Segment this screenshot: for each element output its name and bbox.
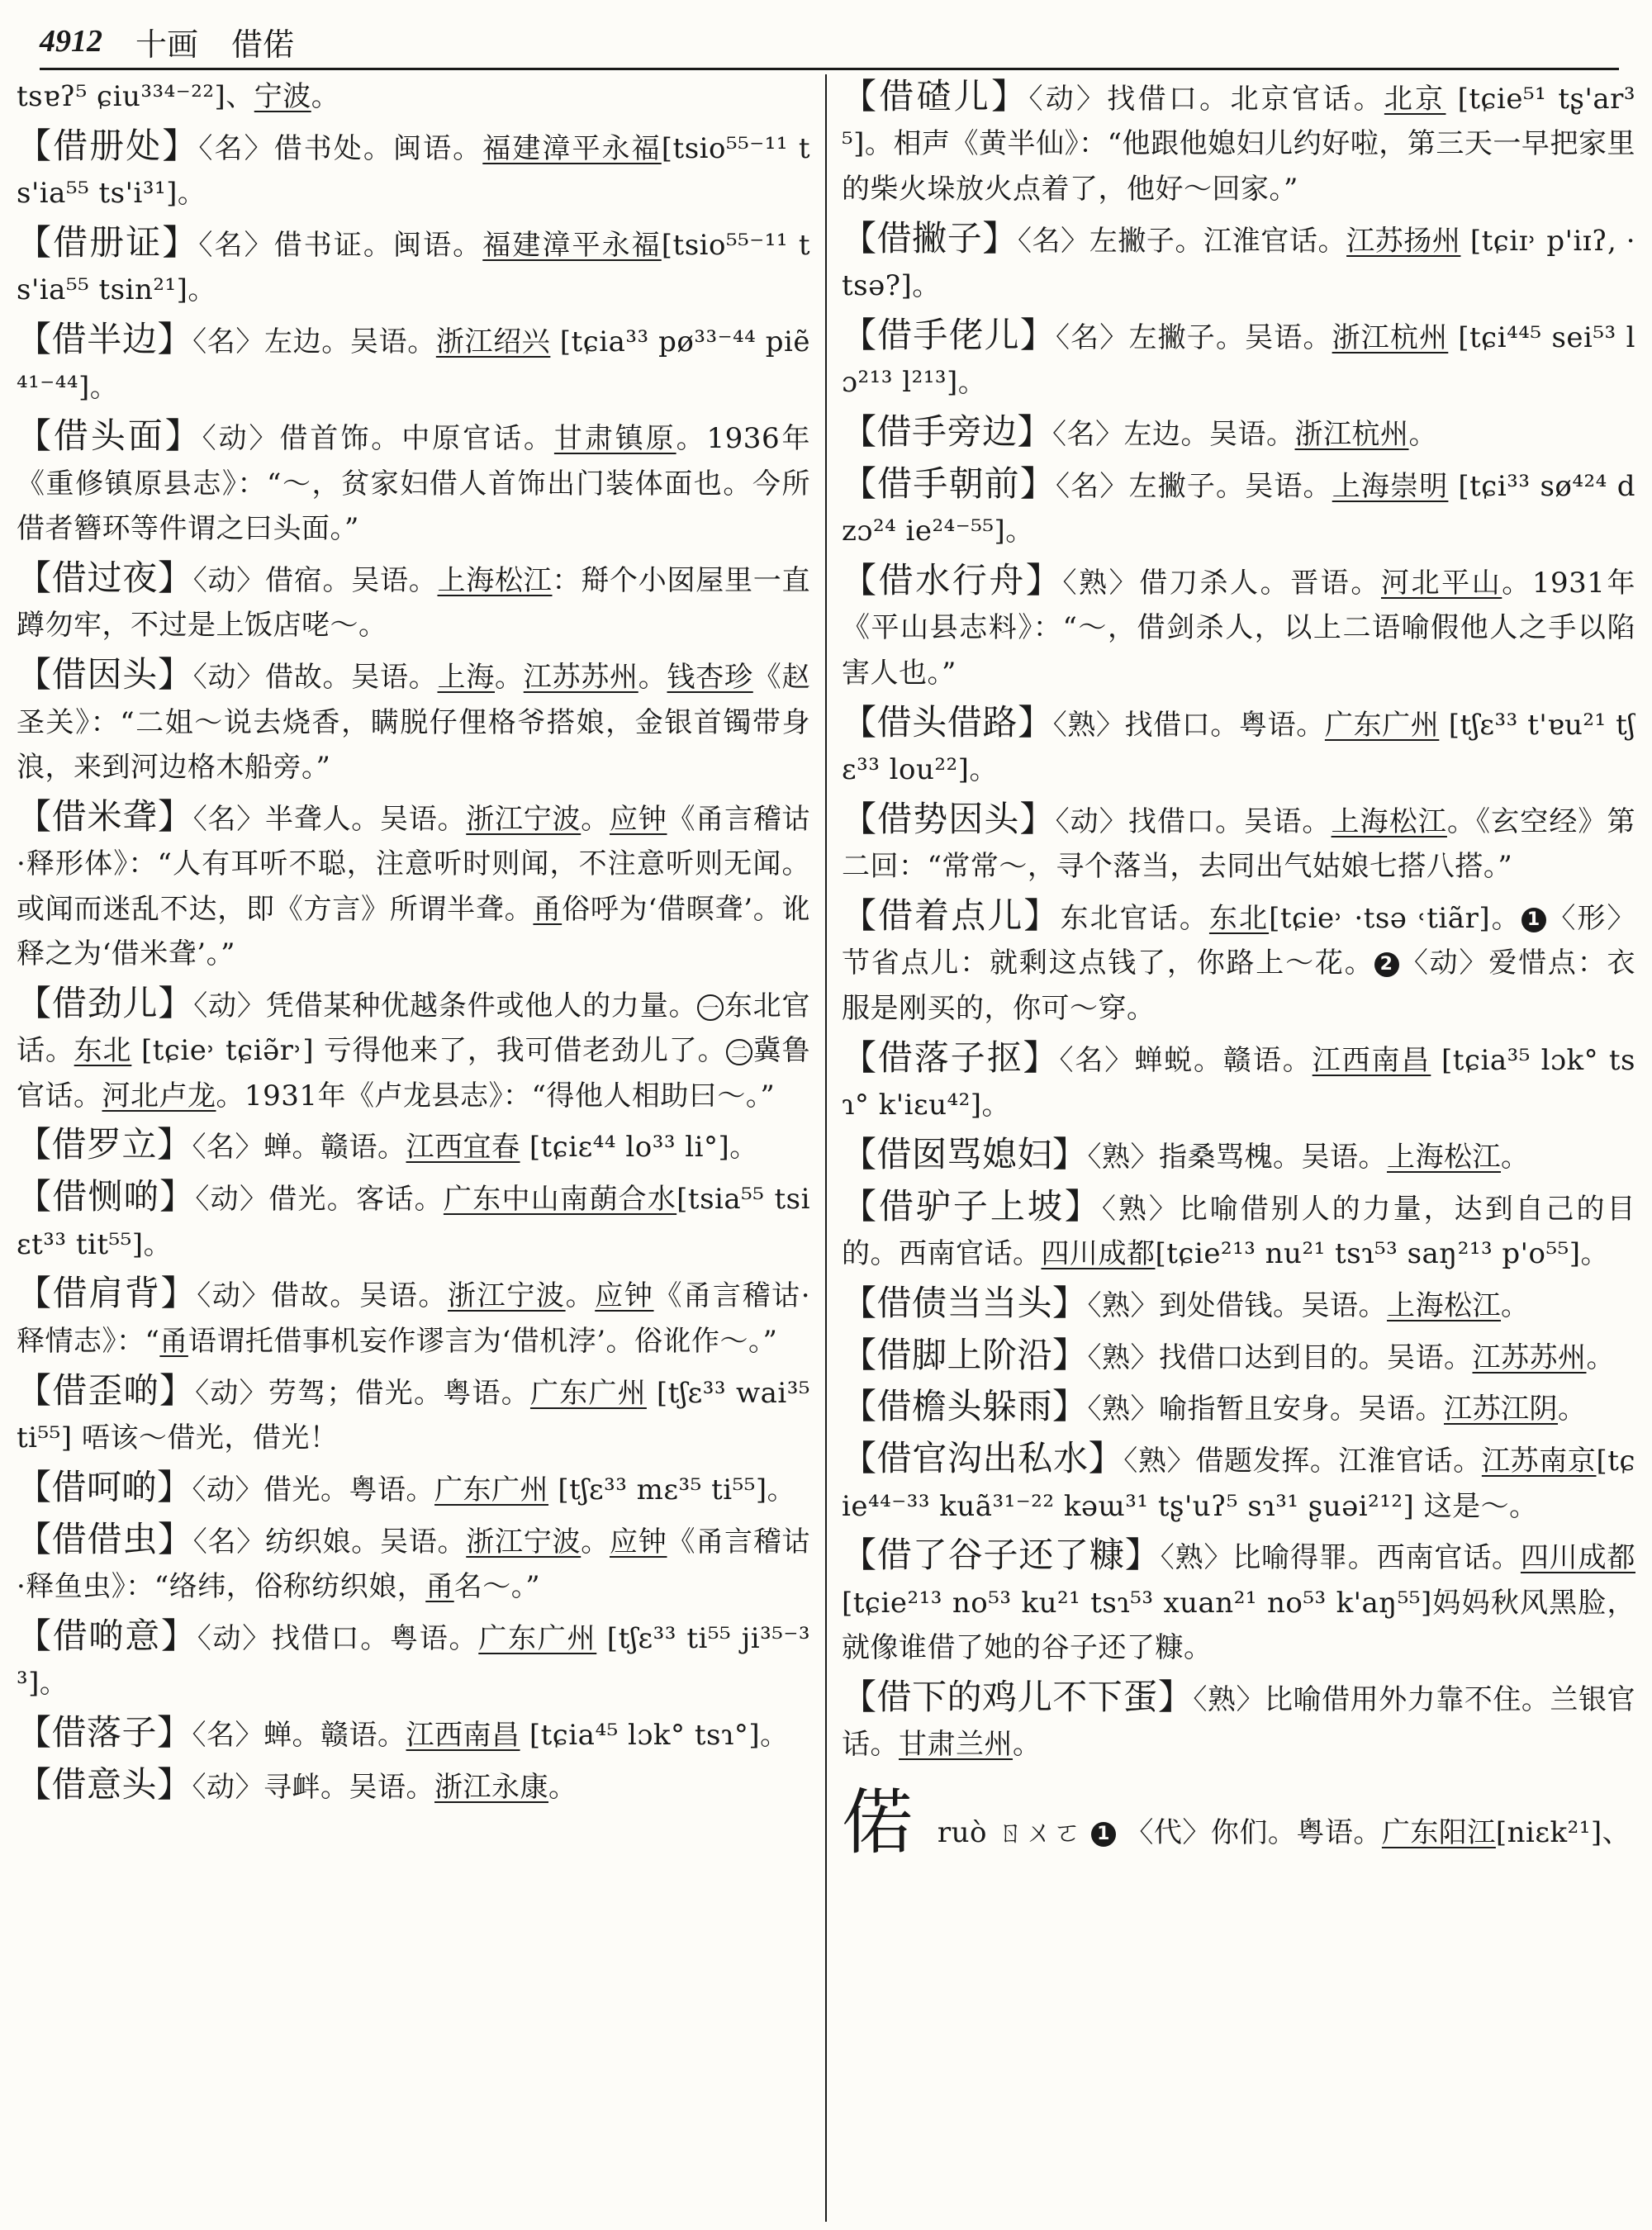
left-entry-3: 【借半边】〈名〉左边。吴语。浙江绍兴 [tɕia³³ pø³³⁻⁴⁴ piẽ⁴¹⁻⁴⁴]。 bbox=[17, 319, 811, 404]
headword-pinyin: ruò bbox=[937, 1815, 987, 1849]
page-header bbox=[40, 15, 1619, 70]
left-entry-16: 【借落子】〈名〉蝉。赣语。江西南昌 [tɕia⁴⁵ lɔk° tsɿ°]。 bbox=[17, 1712, 789, 1753]
sense-number-icon: 1 bbox=[1091, 1822, 1116, 1847]
left-entry-17: 【借意头】〈动〉寻衅。吴语。浙江永康。 bbox=[17, 1763, 577, 1805]
left-entry-8: 【借劲儿】〈动〉凭借某种优越条件或他人的力量。 一 东北官话。东北 [tɕie˒ tɕiə̃r˒] 亏得他来了，我可借老劲儿了。 二 冀鲁官话。河北卢龙。1931年《卢龙县志》：“得他人相助曰～。” bbox=[17, 982, 811, 1113]
left-entry-4: 【借头面】〈动〉借首饰。中原官话。甘肃镇原。1936年《重修镇原县志》：“～，贫家妇借人首饰出门装体面也。今所借者簪环等件谓之曰头面。” bbox=[17, 415, 811, 546]
right-entry-3: 【借手旁边】〈名〉左边。吴语。浙江杭州。 bbox=[842, 411, 1438, 453]
left-entry-11: 【借肩背】〈动〉借故。吴语。浙江宁波。应钟《甬言稽诂·释情志》：“甬语谓托借事机妄作谬言为‘借机浡’。俗讹作～。” bbox=[17, 1273, 811, 1358]
right-entry-17: 【借下的鸡儿不下蛋】〈熟〉比喻借用外力靠不住。兰银官话。甘肃兰州。 bbox=[842, 1677, 1635, 1762]
right-entry-0: 【借碴儿】〈动〉找借口。北京官话。北京 [tɕie⁵¹ tʂ'ar³⁵]。相声《黄半仙》：“他跟他媳妇儿约好啦，第三天一早把家里的柴火垛放火点着了，他好～回家。” bbox=[842, 76, 1635, 206]
left-entry-6: 【借因头】〈动〉借故。吴语。上海。江苏苏州。钱杏珍《赵圣关》：“二姐～说去烧香，瞒脱仔俚格爷搭娘，金银首镯带身浪，来到河边格木船旁。” bbox=[17, 654, 810, 785]
headword-zhuyin: ㄖㄨㄛ bbox=[996, 1815, 1082, 1849]
right-entry-1: 【借撇子】〈名〉左撇子。江淮官话。江苏扬州 [tɕiɪ˒ p'iɪʔ, ·tsə?]。 bbox=[842, 217, 1635, 303]
left-entry-0: tsɐʔ⁵ ɕiu³³⁴⁻²²]、宁波。 bbox=[17, 80, 340, 113]
columns bbox=[17, 74, 1635, 2222]
right-entry-5: 【借水行舟】〈熟〉借刀杀人。晋语。河北平山。1931年《平山县志料》：“～，借剑杀人，以上二语喻假他人之手以陷害人也。” bbox=[842, 560, 1635, 690]
right-entry-6: 【借头借路】〈熟〉找借口。粤语。广东广州 [tʃɛ³³ t'ɐu²¹ tʃɛ³³ lou²²]。 bbox=[842, 701, 1635, 787]
left-entry-7: 【借米聋】〈名〉半聋人。吴语。浙江宁波。应钟《甬言稽诂·释形体》：“人有耳听不聪，注意听时则闻，不注意听则无闻。或闻而迷乱不达，即《方言》所谓半聋。甬俗呼为‘借暝聋’。讹释之为‘借米聋’。” bbox=[17, 795, 810, 971]
right-column bbox=[827, 74, 1635, 2222]
left-entry-10: 【借恻啲】〈动〉借光。客话。广东中山南蓢合水[tsia⁵⁵ tsiɛt³³ tit⁵⁵]。 bbox=[17, 1176, 811, 1261]
left-entry-9: 【借罗立】〈名〉蝉。赣语。江西宜春 [tɕiɛ⁴⁴ lo³³ li°]。 bbox=[17, 1124, 758, 1165]
right-entry-4: 【借手朝前】〈名〉左撇子。吴语。上海崇明 [tɕi³³ sø⁴²⁴ dzɔ²⁴ ie²⁴⁻⁵⁵]。 bbox=[842, 463, 1635, 548]
left-entry-2: 【借册证】〈名〉借书证。闽语。福建漳平永福[tsio⁵⁵⁻¹¹ ts'ia⁵⁵ tsin²¹]。 bbox=[17, 222, 811, 307]
left-column bbox=[17, 74, 827, 2222]
left-entry-5: 【借过夜】〈动〉借宿。吴语。上海松江：搿个小囡屋里一直蹲勿牢，不过是上饭店咾～。 bbox=[17, 558, 810, 643]
headword-char: 偌 bbox=[842, 1781, 914, 1864]
right-entry-2: 【借手佬儿】〈名〉左撇子。吴语。浙江杭州 [tɕi⁴⁴⁵ sei⁵³ lɔ²¹³ l²¹³]。 bbox=[842, 314, 1635, 400]
right-entry-9: 【借落子抠】〈名〉蝉蜕。赣语。江西南昌 [tɕia³⁵ lɔk° tsɿ° k'iɛu⁴²]。 bbox=[842, 1037, 1635, 1122]
right-entry-15: 【借官沟出私水】〈熟〉借题发挥。江淮官话。江苏南京[tɕie⁴⁴⁻³³ kuã³¹⁻²² kəɯ³¹ tʂ'uʔ⁵ sɿ³¹ ʂuəi²¹²] 这是～。 bbox=[842, 1438, 1635, 1523]
right-entry-8: 【借着点儿】东北官话。东北[tɕie˒ ·tsə ˓tiãr]。 1 〈形〉节省点儿：就剩这点钱了，你路上～花。 2 〈动〉爱惜点：衣服是刚买的，你可～穿。 bbox=[842, 895, 1635, 1025]
right-entry-12: 【借债当当头】〈熟〉到处借钱。吴语。上海松江。 bbox=[842, 1282, 1530, 1323]
left-entry-13: 【借呵啲】〈动〉借光。粤语。广东广州 [tʃɛ³³ mɛ³⁵ ti⁵⁵]。 bbox=[17, 1466, 796, 1507]
left-entry-14: 【借借虫】〈名〉纺织娘。吴语。浙江宁波。应钟《甬言稽诂·释鱼虫》：“络纬，俗称纺织娘，甬名～。” bbox=[17, 1518, 810, 1604]
right-entry-11: 【借驴子上坡】〈熟〉比喻借别人的力量，达到自己的目的。西南官话。四川成都[tɕie²¹³ nu²¹ tsɿ⁵³ saŋ²¹³ p'o⁵⁵]。 bbox=[842, 1185, 1635, 1271]
headword-definition: 〈代〉你们。粤语。广东阳江[niɛk²¹]、 bbox=[1125, 1815, 1631, 1849]
headword-ruo-entry bbox=[842, 1781, 1635, 1864]
left-entry-15: 【借啲意】〈动〉找借口。粤语。广东广州 [tʃɛ³³ ti⁵⁵ ji³⁵⁻³³]。 bbox=[17, 1615, 810, 1701]
page-subject: 借偌 bbox=[231, 26, 295, 63]
page-number: 4912 bbox=[40, 24, 102, 59]
right-entry-16: 【借了谷子还了糠】〈熟〉比喻得罪。西南官话。四川成都 [tɕie²¹³ no⁵³ ku²¹ tsɿ⁵³ xuan²¹ no⁵³ k'aŋ⁵⁵]妈妈秋风黑脸，就像谁借了她的谷子还了糠。 bbox=[842, 1535, 1635, 1665]
section-title: 十画 bbox=[135, 26, 199, 63]
right-entries bbox=[842, 74, 1635, 1767]
right-entry-13: 【借脚上阶沿】〈熟〉找借口达到目的。吴语。江苏苏州。 bbox=[842, 1334, 1616, 1375]
right-entry-7: 【借势因头】〈动〉找借口。吴语。上海松江。《玄空经》第二回：“常常～，寻个落当，去同出气姑娘七搭八搭。” bbox=[842, 798, 1635, 884]
left-entry-12: 【借歪啲】〈动〉劳驾；借光。粤语。广东广州 [tʃɛ³³ wai³⁵ ti⁵⁵] 唔该～借光，借光！ bbox=[17, 1369, 811, 1455]
left-entry-1: 【借册处】〈名〉借书处。闽语。福建漳平永福[tsio⁵⁵⁻¹¹ ts'ia⁵⁵ ts'i³¹]。 bbox=[17, 125, 811, 211]
right-entry-10: 【借囡骂媳妇】〈熟〉指桑骂槐。吴语。上海松江。 bbox=[842, 1133, 1530, 1174]
right-entry-14: 【借檐头躲雨】〈熟〉喻指暂且安身。吴语。江苏江阴。 bbox=[842, 1386, 1587, 1427]
